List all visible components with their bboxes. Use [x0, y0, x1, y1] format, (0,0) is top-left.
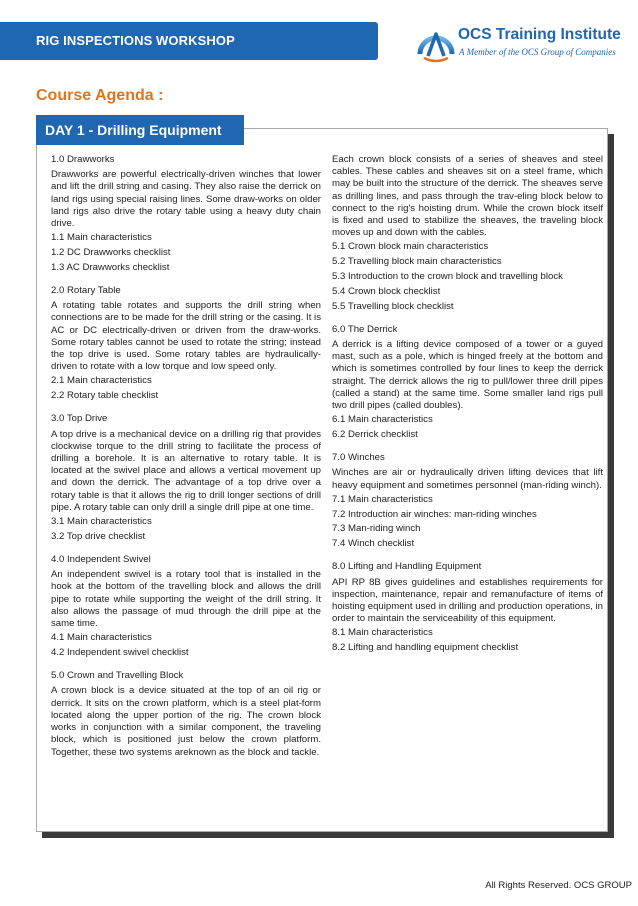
section-heading: 1.0 Drawworks: [51, 154, 115, 165]
section-heading: 3.0 Top Drive: [51, 413, 108, 425]
course-agenda-title: Course Agenda :: [36, 87, 164, 104]
agenda-subitem: 5.4 Crown block checklist: [332, 285, 441, 297]
section-heading: 4.0 Independent Swivel: [51, 554, 151, 566]
agenda-subitem: 4.1 Main characteristics: [51, 632, 152, 644]
header-band: [0, 22, 378, 60]
agenda-subitem: 2.2 Rotary table checklist: [51, 390, 159, 402]
section-heading: 2.0 Rotary Table: [51, 285, 121, 297]
section-heading: 7.0 Winches: [332, 452, 385, 464]
left-column: [51, 154, 321, 770]
agenda-subitem: 5.3 Introduction to the crown block and travelling block: [332, 271, 563, 283]
section-heading: 8.0 Lifting and Handling Equipment: [332, 561, 482, 573]
agenda-subitem: 3.2 Top drive checklist: [51, 530, 146, 542]
agenda-subitem: 1.2 DC Drawworks checklist: [51, 247, 171, 259]
agenda-section: [51, 285, 321, 402]
agenda-subitem: 5.5 Travelling block checklist: [332, 300, 454, 312]
agenda-section: [332, 452, 603, 550]
footer-copyright: All Rights Reserved. OCS GROUP: [485, 880, 632, 891]
agenda-subitem: 7.4 Winch checklist: [332, 538, 415, 550]
day-tab: [36, 115, 244, 145]
agenda-section: [51, 154, 321, 274]
section-description: Drawworks are powerful electrically-driven winches that lower and lift the drill string and casing. They also raise the derrick on land rigs using special raising lines. Some draw-works on older land rigs also drive the rotary table using a heavy duty chain drive.: [51, 169, 321, 230]
section-heading: 5.0 Crown and Travelling Block: [51, 670, 184, 682]
section-description: Winches are air or hydraulically driven lifting devices that lift heavy equipment and sometimes personnel (man-riding winch).: [332, 467, 603, 491]
agenda-subitem: 8.1 Main characteristics: [332, 627, 433, 639]
section-description: API RP 8B gives guidelines and establishes requirements for inspection, maintenance, repair and remanufacture of items of hoisting equipment used in drilling and production operations, in order to maintain the serviceability of this equipment.: [332, 576, 603, 625]
agenda-subitem: 7.3 Man-riding winch: [332, 523, 421, 535]
agenda-subitem: 2.1 Main characteristics: [51, 375, 152, 387]
agenda-subitem: 3.1 Main characteristics: [51, 516, 152, 528]
logo-name: OCS Training Institute: [458, 26, 621, 43]
agenda-subitem: 8.2 Lifting and handling equipment checklist: [332, 642, 519, 654]
ocs-logo-icon: [416, 20, 456, 64]
section-description: A derrick is a lifting device composed of a tower or a guyed mast, such as a pole, which is hinged freely at the bottom and which is sometimes controlled by four lines to keep the derrick straight. The derrick allows the rig to pull/lower three drill pipes (called a stand) at the same time. Some smaller land rigs pull two drill pipes (called doubles).: [332, 339, 603, 412]
section-description: A top drive is a mechanical device on a drilling rig that provides clockwise torque to the drill string to facilitate the process of drilling a borehole. It is an alternative to rotary table. It is located at the swivel place and allows a vertical movement up and down the derrick. The advantage of a top drive over a rotary table is that it allows the rig to drill longer sections of drill pipe. A rotary table can only drill a single drill pipe at one time.: [51, 428, 321, 513]
section-description: An independent swivel is a rotary tool that is installed in the hook at the bottom of the travelling block and allows the drill pipe to rotate while supporting the weight of the drill string. It also allows the passage of mud through the drill pipe at the same time.: [51, 569, 321, 630]
agenda-subitem: 5.1 Crown block main characteristics: [332, 241, 489, 253]
agenda-section: [332, 154, 603, 313]
agenda-section: [332, 324, 603, 441]
section-heading: 6.0 The Derrick: [332, 323, 398, 335]
agenda-subitem: 1.1 Main characteristics: [51, 232, 152, 244]
agenda-subitem: 1.3 AC Drawworks checklist: [51, 261, 170, 273]
agenda-subitem: 6.1 Main characteristics: [332, 414, 433, 426]
agenda-subitem: 5.2 Travelling block main characteristics: [332, 256, 502, 268]
ocs-logo: [416, 20, 638, 68]
agenda-subitem: 4.2 Independent swivel checklist: [51, 647, 189, 659]
workshop-title: RIG INSPECTIONS WORKSHOP: [36, 33, 235, 48]
agenda-subitem: 7.1 Main characteristics: [332, 493, 433, 505]
section-description: Each crown block consists of a series of sheaves and steel cables. These cables and sheaves sit on a steel frame, which may be built into the structure of the derrick. The sheaves serve as drilling lines, and pass through the trav-eling block below to connect to the rig's hoisting drum. While the crown block itself is fixed and used to stabilize the sheaves, the traveling block moves up and down with the cables.: [332, 154, 603, 239]
day-label: DAY 1 - Drilling Equipment: [45, 122, 222, 138]
section-description: A crown block is a device situated at the top of an oil rig or derrick. It sits on the crown platform, which is a steel plat-form located along the upper portion of the rig. The crown block works in conjunction with a similar component, the traveling block, which is positioned just below the crown platform. Together, these two systems areknown as the block and tackle.: [51, 685, 321, 758]
agenda-section: [51, 670, 321, 758]
agenda-subitem: 7.2 Introduction air winches: man-riding winches: [332, 508, 537, 520]
section-description: A rotating table rotates and supports the drill string when connections are to be made for the drill string or the casing. It is AC or DC electrically-driven or driven from the draw-works. Some rotary tables cannot be used to rotate the string; instead the top drive is used. Some rotary tables are hydraulically-driven to rotate with a low torque and low speed only.: [51, 300, 321, 373]
agenda-subitem: 6.2 Derrick checklist: [332, 429, 418, 441]
agenda-section: [51, 554, 321, 659]
logo-tagline: A Member of the OCS Group of Companies: [459, 47, 616, 57]
agenda-section: [51, 413, 321, 543]
right-column: [332, 154, 603, 665]
agenda-section: [332, 561, 603, 654]
